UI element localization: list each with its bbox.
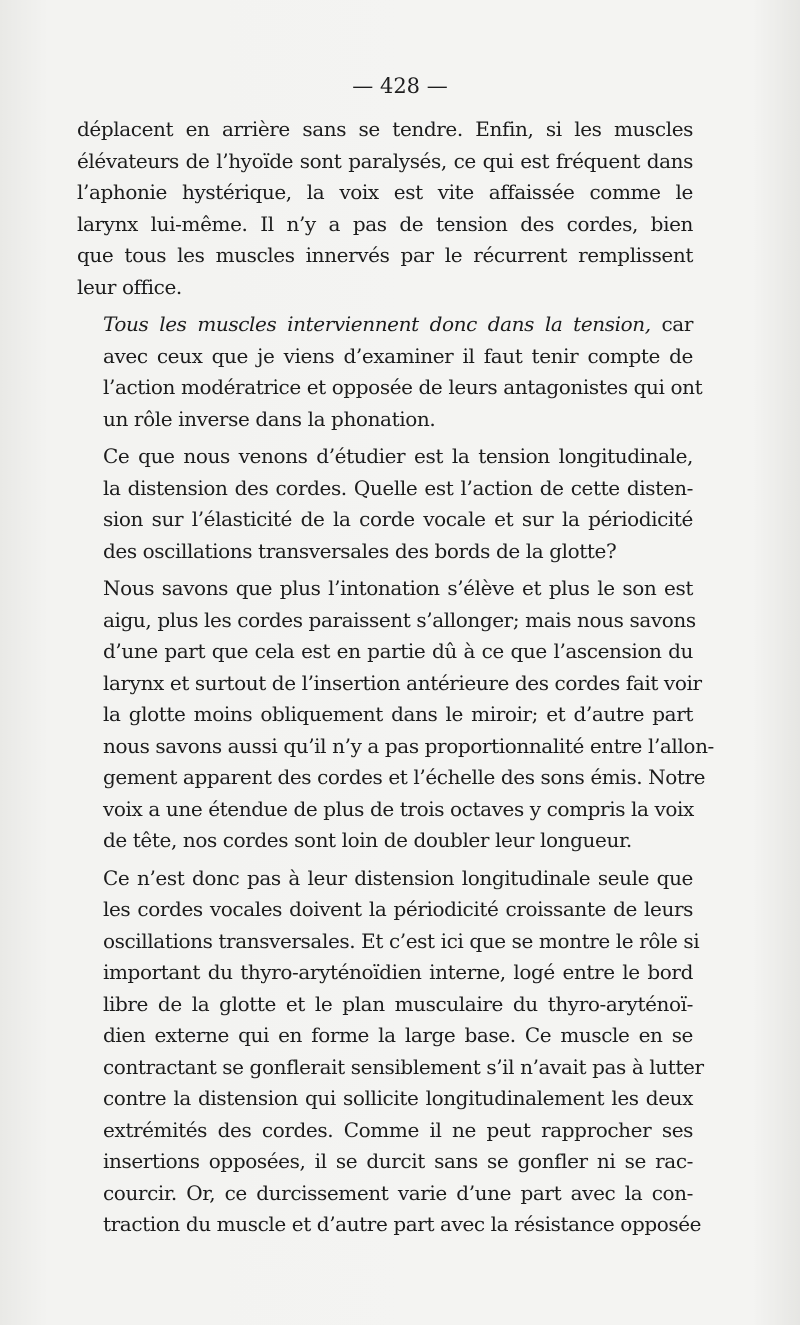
text-line: gement apparent des cordes et l’échelle des sons émis. Notre bbox=[103, 765, 706, 789]
text-line: larynx lui-même. Il n’y a pas de tension des cordes, bien bbox=[77, 211, 693, 236]
text-line: d’une part que cela est en partie dû à ce que l’ascension du bbox=[103, 639, 693, 663]
paragraph-5 bbox=[77, 863, 704, 1241]
italic-lead: Tous les muscles interviennent donc dans la tension, bbox=[103, 312, 651, 336]
text-line: traction du muscle et d’autre part avec la résistance opposée bbox=[103, 1212, 702, 1236]
text-line: l’action modératrice et opposée de leurs antagonistes qui ont bbox=[103, 375, 703, 399]
text-line: Ce que nous venons d’étudier est la tension longitudinale, bbox=[103, 444, 693, 468]
text-line: élévateurs de l’hyoïde sont paralysés, ce qui est fréquent dans bbox=[77, 148, 693, 173]
text-line: que tous les muscles innervés par le récurrent remplissent bbox=[77, 243, 693, 267]
text-line: contre la distension qui sollicite longitudinalement les deux bbox=[103, 1086, 693, 1110]
text-line: leur office. bbox=[77, 274, 182, 299]
text-line: déplacent en arrière sans se tendre. Enfin, si les muscles bbox=[77, 117, 693, 141]
text-line: aigu, plus les cordes paraissent s’allonger; mais nous savons bbox=[103, 607, 696, 632]
text-line: l’aphonie hystérique, la voix est vite affaissée comme le bbox=[77, 180, 693, 204]
text-line: oscillations transversales. Et c’est ici que se montre le rôle si bbox=[103, 928, 700, 953]
text-line bbox=[77, 309, 693, 341]
text-line: libre de la glotte et le plan musculaire du thyro-aryténoï- bbox=[103, 991, 693, 1016]
text-line: larynx et surtout de l’insertion antérieure des cordes fait voir bbox=[103, 670, 702, 695]
text-line: voix a une étendue de plus de trois octaves y compris la voix bbox=[103, 796, 694, 821]
text-line: Ce n’est donc pas à leur distension longitudinale seule que bbox=[103, 865, 693, 890]
page-number: — 428 — bbox=[352, 74, 448, 98]
text-line: nous savons aussi qu’il n’y a pas proportionnalité entre l’allon- bbox=[103, 733, 714, 758]
paragraph-3 bbox=[77, 441, 693, 567]
text-line: Nous savons que plus l’intonation s’élève et plus le son est bbox=[103, 576, 693, 600]
text-line: extrémités des cordes. Comme il ne peut rapprocher ses bbox=[103, 1117, 693, 1142]
text-line: la distension des cordes. Quelle est l’action de cette disten- bbox=[103, 475, 693, 500]
text-line: insertions opposées, il se durcit sans se gonfler ni se rac- bbox=[103, 1149, 693, 1173]
paragraph-2 bbox=[77, 309, 703, 435]
paragraph-1 bbox=[77, 114, 693, 303]
text-line: contractant se gonflerait sensiblement s’il n’avait pas à lutter bbox=[103, 1054, 704, 1079]
paragraph-4 bbox=[77, 573, 714, 857]
text-line: les cordes vocales doivent la périodicité croissante de leurs bbox=[103, 897, 693, 921]
text-line: un rôle inverse dans la phonation. bbox=[103, 406, 436, 431]
text-line: important du thyro-aryténoïdien interne, logé entre le bord bbox=[103, 960, 693, 984]
text-line: de tête, nos cordes sont loin de doubler leur longueur. bbox=[103, 828, 632, 852]
text-line: avec ceux que je viens d’examiner il faut tenir compte de bbox=[103, 343, 693, 368]
text-line: courcir. Or, ce durcissement varie d’une part avec la con- bbox=[103, 1180, 693, 1205]
text-fragment: car bbox=[650, 312, 693, 336]
text-line: la glotte moins obliquement dans le miroir; et d’autre part bbox=[103, 702, 693, 726]
text-line: sion sur l’élasticité de la corde vocale et sur la périodicité bbox=[103, 507, 693, 531]
body-text bbox=[77, 114, 714, 1247]
text-line: des oscillations transversales des bords de la glotte? bbox=[103, 538, 617, 563]
text-line: dien externe qui en forme la large base. Ce muscle en se bbox=[103, 1023, 693, 1047]
